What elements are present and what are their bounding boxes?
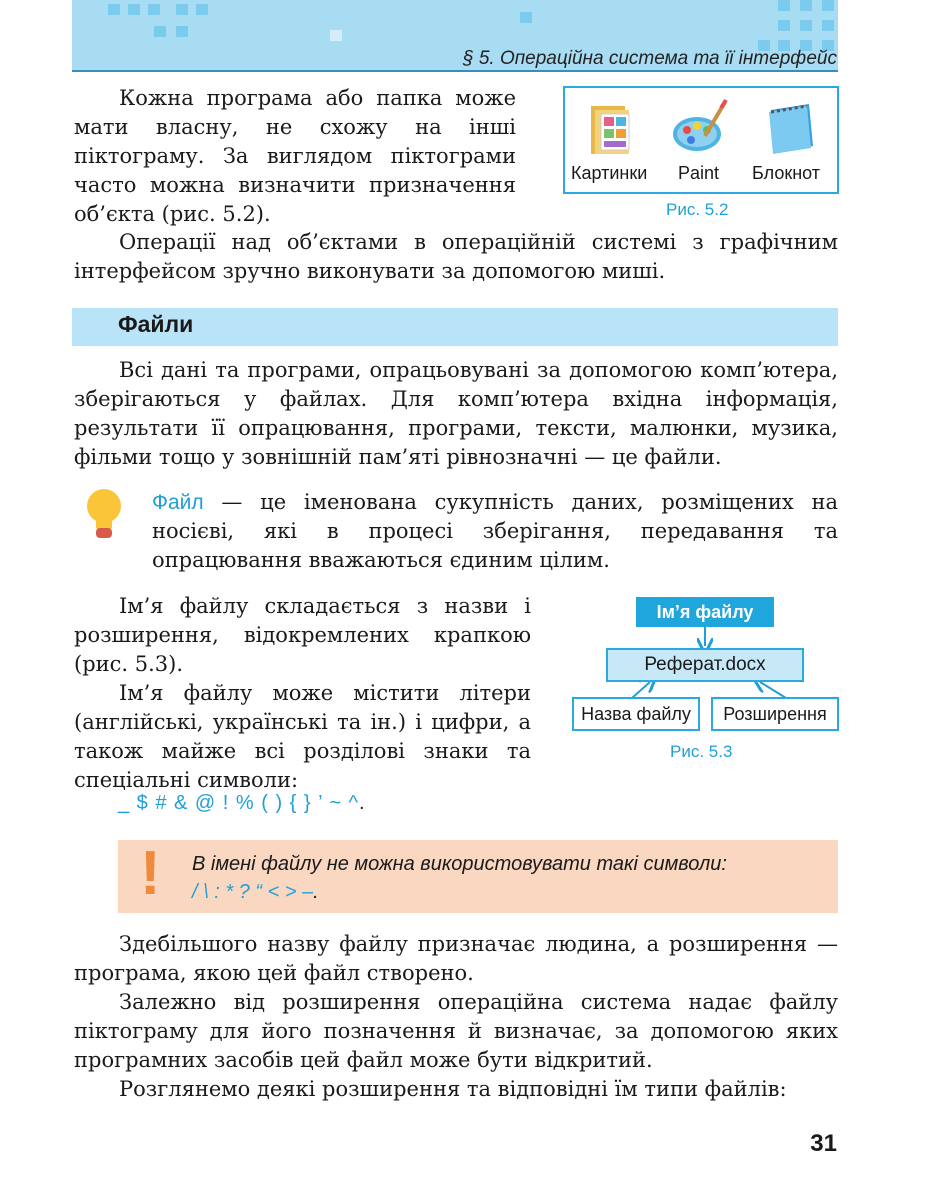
decor-square <box>330 30 342 41</box>
figure-label-pictures: Картинки <box>571 163 648 183</box>
allowed-symbols: _ $ # & @ ! % ( ) { } ’ ~ ^. <box>118 792 366 814</box>
warning-icon: ! <box>140 839 161 908</box>
figure-label-notepad: Блокнот <box>752 163 821 183</box>
section-paragraph-3: Ім’я файлу може містити літери (англійські, українські та ін.) і цифри, а також майже всі розділові знаки та спеціальні символи: <box>74 681 531 792</box>
intro-paragraph-1: Кожна програма або папка може мати власну, не схожу на інші піктограму. За виглядом піктограми часто можна визначити призначення об’єкта (рис. 5.2). <box>74 86 516 226</box>
section-title: Файли <box>118 311 194 337</box>
header-rule <box>72 70 838 72</box>
section-paragraph-2: Ім’я файлу складається з назви і розширення, відокремлених крапкою (рис. 5.3). <box>74 594 531 676</box>
decor-square <box>176 26 188 37</box>
decor-square <box>520 12 532 23</box>
definition-term: Файл <box>152 491 204 514</box>
decor-square <box>196 4 208 15</box>
page-number: 31 <box>810 1130 837 1157</box>
diagram-base-name: Назва файлу <box>572 697 700 731</box>
figure-5-2 <box>563 86 839 194</box>
decor-square <box>800 0 812 11</box>
decor-square <box>154 26 166 37</box>
outro-paragraph-2: Залежно від розширення операційна система надає файлу піктограму для його позначення й визначає, за допомогою яких програмних засобів цей файл може бути відкритий. <box>74 990 838 1072</box>
forbidden-symbols: / \ : * ? “ < > – <box>192 881 314 903</box>
section-paragraph-1: Всі дані та програми, опрацьовувані за допомогою комп’ютера, зберігаються у файлах. Для комп’ютера вхідна інформація, результати її опрацювання, програми, тексти, малюнки, музика, фільми тощо у зовнішній пам’яті рівнозначні — це файли. <box>74 358 838 469</box>
decor-square <box>800 20 812 31</box>
decor-square <box>822 20 834 31</box>
outro-paragraph-3: Розглянемо деякі розширення та відповідні їм типи файлів: <box>119 1077 787 1101</box>
outro-paragraph-1: Здебільшого назву файлу призначає людина, а розширення — програма, якою цей файл створено. <box>74 932 838 985</box>
pictures-folder-icon <box>585 96 647 158</box>
notepad-icon <box>757 96 819 158</box>
decor-square <box>778 20 790 31</box>
decor-square <box>148 4 160 15</box>
definition-paragraph: Файл — це іменована сукупність даних, розміщених на носієві, які в процесі зберігання, передавання та опрацювання вважаються єдиним цілим. <box>152 490 838 572</box>
figure-5-2-caption: Рис. 5.2 <box>666 200 729 219</box>
decor-square <box>822 0 834 11</box>
diagram-full-filename: Реферат.docx <box>606 648 804 682</box>
diagram-file-name: Ім’я файлу <box>636 597 774 627</box>
diagram-extension: Розширення <box>711 697 839 731</box>
decor-square <box>176 4 188 15</box>
running-head: § 5. Операційна система та її інтерфейс <box>462 48 837 69</box>
lightbulb-icon <box>86 488 122 540</box>
figure-label-paint: Paint <box>678 163 720 183</box>
decor-square <box>778 0 790 11</box>
decor-square <box>128 4 140 15</box>
paint-palette-icon <box>669 96 731 158</box>
warning-text: В імені файлу не можна використовувати такі символи: / \ : * ? “ < > –. <box>192 853 727 903</box>
intro-paragraph-2: Операції над об’єктами в операційній системі з графічним інтерфейсом зручно виконувати за допомогою миші. <box>74 230 838 283</box>
figure-5-3-caption: Рис. 5.3 <box>670 742 733 761</box>
decor-square <box>108 4 120 15</box>
